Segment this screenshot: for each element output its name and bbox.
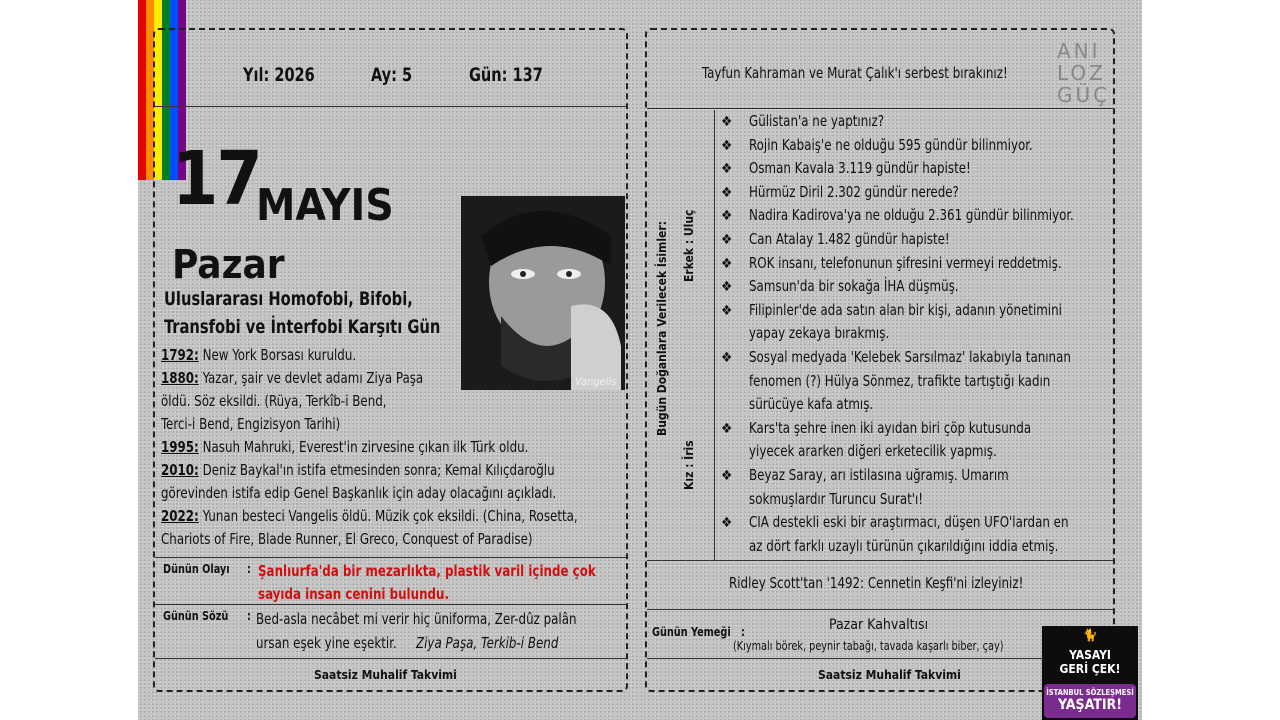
news-item-line: yapay zekaya bırakmış. [749,324,890,343]
day-event-label: Dünün Olayı [163,562,230,576]
news-item-line: yiyecek ararken diğeri erketecilik yapmış. [749,442,997,461]
observance-line-1: Uluslararası Homofobi, Bifobi, [164,288,413,310]
film-recommendation: Ridley Scott'tan '1492: Cennetin Keşfi'ni izleyiniz! [729,574,1024,592]
news-item-line: sürücüye kafa atmış. [749,395,874,414]
news-item-line: sokmuşlardır Turuncu Surat'ı! [749,489,924,508]
bullet-icon: ❖ [721,255,733,272]
news-item-line: Nadira Kadirova'ya ne olduğu 2.361 gündür bilinmiyor. [749,206,1074,225]
news-item-line: CIA destekli eski bir araştırmacı, düşen UFO'lardan en [749,513,1069,532]
bullet-icon: ❖ [721,208,733,225]
news-item-line: Hürmüz Diril 2.302 gündür nerede? [749,182,959,201]
day-of-month: 17 [172,136,261,222]
event-year: 1995: [161,438,199,456]
news-item-line: Samsun'da bir sokağa İHA düşmüş. [749,277,959,296]
observance-line-2: Transfobi ve İnterfobi Karşıtı Gün [164,316,441,338]
news-item-line: Rojin Kabaiş'e ne olduğu 595 gündür bilinmiyor. [749,135,1033,154]
day-event-line-1: Şanlıurfa'da bir mezarlıkta, plastik varil içinde çok [258,562,596,580]
bullet-icon: ❖ [721,232,733,248]
bullet-icon: ❖ [721,137,733,154]
logo-line-2: LOZ [1057,61,1106,85]
photo-caption: Vangelis [575,375,617,388]
bullet-icon: ❖ [721,350,733,366]
event-text: Yazar, şair ve devlet adamı Ziya Paşa [202,369,424,387]
istanbul-convention-badge [1042,626,1138,720]
event-text: Yunan besteci Vangelis öldü. Müzik çok eksildi. (China, Rosetta, [202,507,578,525]
badge-line-4: YAŞATIR! [1058,697,1122,713]
month-label: Ay: 5 [371,64,413,86]
footer-right: Saatsiz Muhalif Takvimi [818,668,961,682]
bullet-icon: ❖ [721,161,733,178]
meal-label: Günün Yemeği [652,625,731,639]
event-continuation: Chariots of Fire, Blade Runner, El Greco, Conquest of Paradise) [161,530,533,548]
news-item-line: Osman Kavala 3.119 gündür hapiste! [749,159,971,178]
bullet-icon: ❖ [721,184,733,201]
weekday: Pazar [172,242,285,288]
names-title: Bugün Doğanlara Verilecek İsimler: [655,221,669,436]
event-continuation: Terci-i Bend, Engizisyon Tarihi) [161,415,341,433]
month-name: MAYIS [256,180,394,231]
badge-line-1: YASAYI [1069,648,1111,662]
news-item-line: az dört farklı uzaylı türünün çıkarıldığını iddia etmiş. [749,536,1059,555]
event-year: 1792: [161,346,199,364]
event-row [161,367,423,390]
day-quote-label: Günün Sözü [163,609,229,623]
boy-name: Erkek : Uluç [682,209,696,282]
news-item-line: Filipinler'de ada satın alan bir kişi, adanın yönetimini [749,300,1062,319]
event-text: Nasuh Mahruki, Everest'in zirvesine çıkan ilk Türk oldu. [202,438,529,456]
news-item-line: Kars'ta şehre inen iki ayıdan biri çöp kutusunda [749,418,1032,437]
event-year: 1880: [161,369,199,387]
event-continuation: görevinden istifa edip Genel Başkanlık için aday olacağını açıkladı. [161,484,557,502]
news-item-line: fenomen (?) Hülya Sönmez, trafikte tartıştığı kadın [749,371,1051,390]
news-item-line: Sosyal medyada 'Kelebek Sarsılmaz' lakabıyla tanınan [749,348,1071,366]
release-call: Tayfun Kahraman ve Murat Çalık'ı serbest bırakınız! [702,64,1008,82]
anilozguc-logo [1057,40,1110,106]
portrait-image [461,196,625,390]
day-quote-line-2: ursan eşek yine eşektir. [256,634,397,652]
bullet-icon: ❖ [721,114,733,130]
event-year: 2022: [161,507,199,525]
day-event-line-2: sayıda insan cenini bulundu. [258,585,450,603]
day-event-colon: : [247,562,251,576]
badge-line-3: İSTANBUL SÖZLEŞMESİ [1046,688,1134,697]
meal-detail: (Kıymalı börek, peynir tabağı, tavada kaşarlı biber, çay) [733,639,1004,653]
event-row [161,344,356,367]
news-item-line: Beyaz Saray, arı istilasına uğramış. Umarım [749,466,1009,484]
news-item-line: ROK insanı, telefonunun şifresini vermeyi reddetmiş. [749,253,1062,272]
vangelis-photo [461,196,625,390]
meal-colon: : [741,625,745,639]
bullet-icon: ❖ [721,515,733,532]
logo-line-1: ANI [1057,39,1101,63]
day-quote-line-1: Bed-asla necâbet mi verir hiç üniforma, Zer-dûz palân [256,610,577,628]
event-row [161,459,555,482]
badge-purple-box [1044,684,1136,718]
event-row [161,505,578,528]
meal-title: Pazar Kahvaltısı [829,617,929,633]
news-item-line: Can Atalay 1.482 gündür hapiste! [749,230,950,248]
day-number-label: Gün: 137 [469,64,543,86]
logo-line-3: GÜÇ [1057,83,1111,107]
event-row [161,436,528,459]
footer-left: Saatsiz Muhalif Takvimi [314,668,457,682]
girl-name: Kız : İris [682,440,696,490]
event-continuation: öldü. Söz eksildi. (Rüya, Terkîb-i Bend, [161,392,387,410]
badge-line-2: GERİ ÇEK! [1059,662,1121,676]
news-item-line: Gülistan'a ne yaptınız? [749,112,885,130]
day-quote-colon: : [247,609,251,623]
bullet-icon: ❖ [721,468,733,484]
event-text: New York Borsası kuruldu. [202,346,357,364]
year-label: Yıl: 2026 [243,64,315,86]
day-quote-source: Ziya Paşa, Terkib-i Bend [416,634,559,652]
bullet-icon: ❖ [721,420,733,437]
bullet-icon: ❖ [721,302,733,319]
bullet-icon: ❖ [721,279,733,296]
event-year: 2010: [161,461,199,479]
event-text: Deniz Baykal'ın istifa etmesinden sonra; Kemal Kılıçdaroğlu [202,461,555,479]
animals-icon: 🐈 [1082,628,1098,642]
